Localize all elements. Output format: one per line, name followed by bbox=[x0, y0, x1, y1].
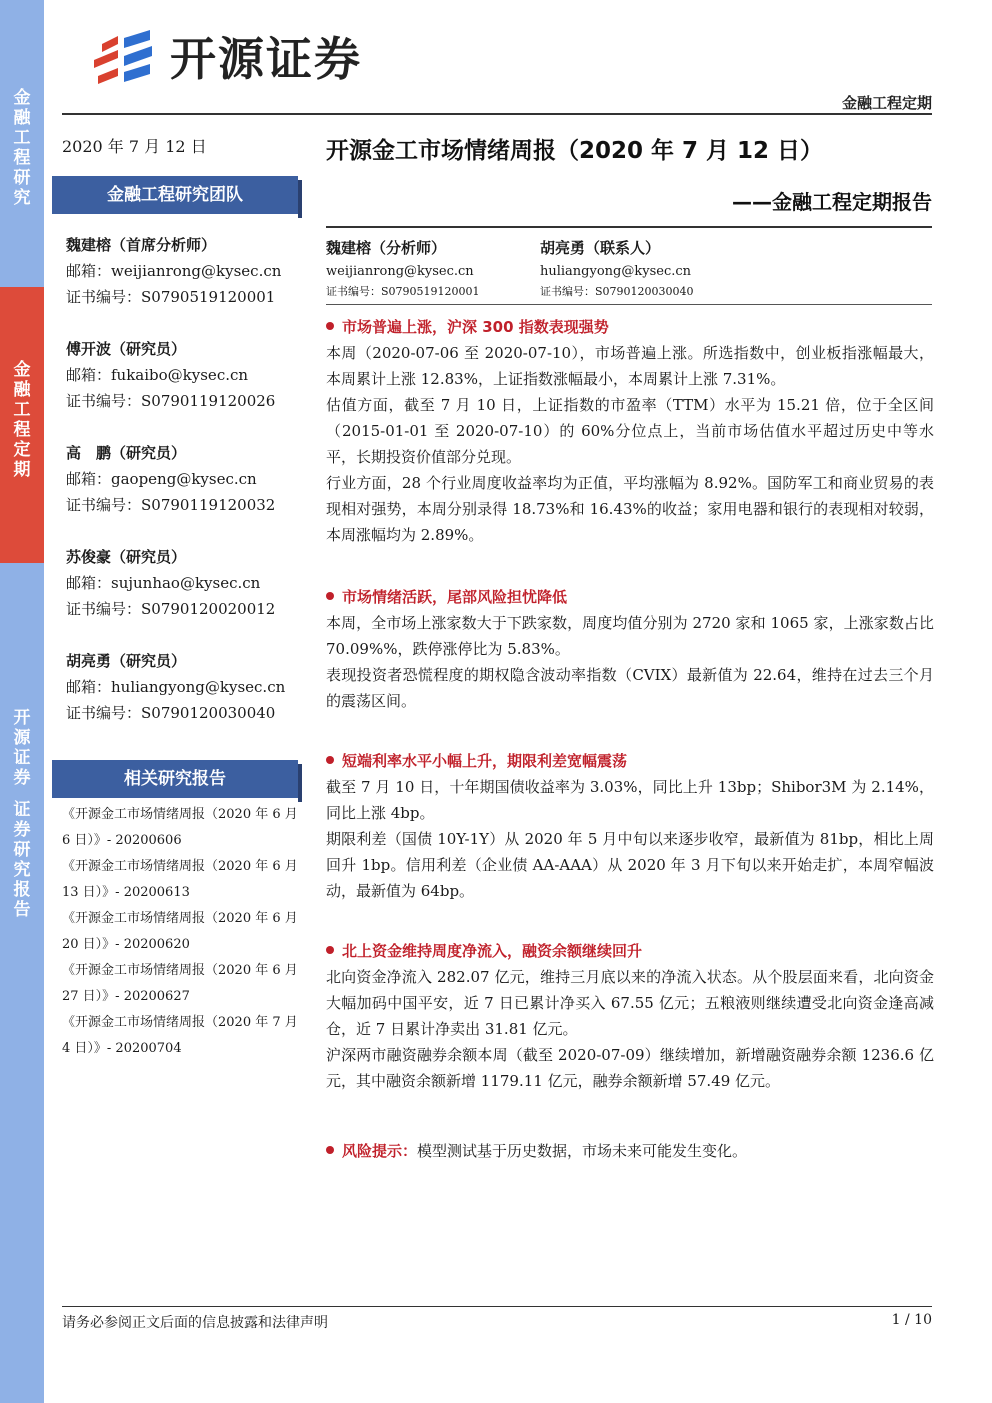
report-date: 2020 年 7 月 12 日 bbox=[62, 137, 207, 156]
analyst-name: 苏俊豪（研究员） bbox=[66, 548, 187, 566]
logo-text: 开源证券 bbox=[170, 32, 362, 86]
report-subtitle: ——金融工程定期报告 bbox=[732, 190, 932, 214]
related-report-link[interactable]: 20 日）》- 20200620 bbox=[62, 937, 190, 952]
header-divider bbox=[62, 113, 932, 115]
section-paragraph: 表现投资者恐慌程度的期权隐含波动率指数（CVIX）最新值为 22.64，维持在过去三个月的震荡区间。 bbox=[326, 666, 934, 710]
analyst-cert: 证书编号：S0790120020012 bbox=[66, 600, 276, 618]
section-heading: 市场普遍上涨，沪深 300 指数表现强势 bbox=[326, 314, 934, 340]
section-paragraph: 截至 7 月 10 日，十年期国债收益率为 3.03%，同比上升 13bp；Shibor3M 为 2.14%，同比上涨 4bp。 bbox=[326, 778, 934, 822]
bullet-icon bbox=[326, 1146, 334, 1154]
section-paragraph: 本周（2020-07-06 至 2020-07-10），市场普遍上涨。所选指数中，创业板指涨幅最大，本周累计上涨 12.83%，上证指数涨幅最小，本周累计上涨 7.31%。 bbox=[326, 344, 934, 388]
analyst-name: 胡亮勇（研究员） bbox=[66, 652, 187, 670]
analyst-email: 邮箱：sujunhao@kysec.cn bbox=[66, 574, 261, 592]
author-name: 胡亮勇（联系人） bbox=[540, 239, 661, 257]
summary-section bbox=[326, 314, 934, 548]
risk-text: 模型测试基于历史数据，市场未来可能发生变化。 bbox=[417, 1142, 748, 1160]
header-category-tag: 金融工程定期 bbox=[841, 94, 932, 112]
author-divider bbox=[326, 304, 932, 305]
author-block bbox=[540, 236, 694, 300]
author-email: weijianrong@kysec.cn bbox=[326, 264, 474, 279]
summary-section bbox=[326, 938, 934, 1094]
related-report-link[interactable]: 《开源金工市场情绪周报（2020 年 6 月 bbox=[62, 963, 298, 978]
analyst-cert: 证书编号：S0790519120001 bbox=[66, 288, 276, 306]
section-heading: 短端利率水平小幅上升，期限利差宽幅震荡 bbox=[326, 748, 934, 774]
analyst-block bbox=[66, 648, 285, 726]
footer-divider bbox=[62, 1306, 932, 1307]
team-title-box: 金融工程研究团队 bbox=[52, 176, 298, 214]
analyst-block bbox=[66, 336, 275, 414]
analyst-name: 高 鹏（研究员） bbox=[66, 444, 187, 462]
bullet-icon bbox=[326, 756, 334, 764]
summary-section bbox=[326, 748, 934, 904]
analyst-cert: 证书编号：S0790120030040 bbox=[66, 704, 276, 722]
author-email: huliangyong@kysec.cn bbox=[540, 264, 692, 279]
related-reports-title-box: 相关研究报告 bbox=[52, 760, 298, 798]
analyst-name: 傅开波（研究员） bbox=[66, 340, 187, 358]
analyst-name: 魏建榕（首席分析师） bbox=[66, 236, 217, 254]
section-paragraph: 估值方面，截至 7 月 10 日，上证指数的市盈率（TTM）水平为 15.21 倍，位于全区间（2015-01-01 至 2020-07-10）的 60%分位点上，当前市场估值水平超过历史中等水平，长期投资价值部分兑现。 bbox=[326, 396, 934, 466]
author-cert: 证书编号：S0790519120001 bbox=[326, 285, 480, 298]
bullet-icon bbox=[326, 946, 334, 954]
section-paragraph: 期限利差（国债 10Y-1Y）从 2020 年 5 月中旬以来逐步收窄，最新值为 81bp，相比上周回升 1bp。信用利差（企业债 AA-AAA）从 2020 年 3 月下旬以来开始走扩，本周窄幅波动，最新值为 64bp。 bbox=[326, 830, 934, 900]
report-title: 开源金工市场情绪周报（2020 年 7 月 12 日） bbox=[326, 138, 824, 164]
analyst-block bbox=[66, 232, 281, 310]
strip-label-top: 金 融 工 程 研 究 bbox=[13, 88, 31, 208]
analyst-block bbox=[66, 544, 275, 622]
analyst-block bbox=[66, 440, 275, 518]
risk-heading: 风险提示：模型测试基于历史数据，市场未来可能发生变化。 bbox=[326, 1138, 934, 1164]
analyst-cert: 证书编号：S0790119120032 bbox=[66, 496, 276, 514]
title-divider bbox=[326, 226, 932, 228]
related-report-link[interactable]: 《开源金工市场情绪周报（2020 年 6 月 bbox=[62, 807, 298, 822]
related-report-link[interactable]: 《开源金工市场情绪周报（2020 年 6 月 bbox=[62, 911, 298, 926]
related-reports-list bbox=[62, 802, 316, 1062]
section-paragraph: 行业方面，28 个行业周度收益率均为正值，平均涨幅为 8.92%。国防军工和商业贸易的表现相对强势，本周分别录得 18.73%和 16.43%的收益；家用电器和银行的表现相对较弱，本周涨幅均为 2.89%。 bbox=[326, 474, 934, 544]
analyst-email: 邮箱：huliangyong@kysec.cn bbox=[66, 678, 286, 696]
section-paragraph: 沪深两市融资融券余额本周（截至 2020-07-09）继续增加，新增融资融券余额 1236.6 亿元，其中融资余额新增 1179.11 亿元，融券余额新增 57.49 亿元。 bbox=[326, 1046, 934, 1090]
side-strip bbox=[0, 0, 44, 1403]
analyst-email: 邮箱：gaopeng@kysec.cn bbox=[66, 470, 257, 488]
page-number: 1 / 10 bbox=[891, 1312, 932, 1328]
bullet-icon bbox=[326, 592, 334, 600]
analyst-cert: 证书编号：S0790119120026 bbox=[66, 392, 276, 410]
related-report-link[interactable]: 13 日）》- 20200613 bbox=[62, 885, 190, 900]
strip-label-bottom: 开 源 证 券 证 券 研 究 报 告 bbox=[13, 708, 31, 920]
related-report-link[interactable]: 6 日）》- 20200606 bbox=[62, 833, 182, 848]
related-report-link[interactable]: 《开源金工市场情绪周报（2020 年 6 月 bbox=[62, 859, 298, 874]
author-block bbox=[326, 236, 480, 300]
section-paragraph: 北向资金净流入 282.07 亿元，维持三月底以来的净流入状态。从个股层面来看，北向资金大幅加码中国平安，近 7 日已累计净买入 67.55 亿元；五粮液则继续遭受北向资金逢高减仓，近 7 日累计净卖出 31.81 亿元。 bbox=[326, 968, 934, 1038]
bullet-icon bbox=[326, 322, 334, 330]
section-paragraph: 本周，全市场上涨家数大于下跌家数，周度均值分别为 2720 家和 1065 家，上涨家数占比 70.09%%，跌停涨停比为 5.83%。 bbox=[326, 614, 934, 658]
summary-section bbox=[326, 584, 934, 714]
section-heading: 市场情绪活跃，尾部风险担忧降低 bbox=[326, 584, 934, 610]
footer-disclaimer: 请务必参阅正文后面的信息披露和法律声明 bbox=[62, 1315, 328, 1331]
section-heading: 北上资金维持周度净流入，融资余额继续回升 bbox=[326, 938, 934, 964]
related-report-link[interactable]: 《开源金工市场情绪周报（2020 年 7 月 bbox=[62, 1015, 298, 1030]
related-report-link[interactable]: 4 日）》- 20200704 bbox=[62, 1041, 182, 1056]
related-report-link[interactable]: 27 日）》- 20200627 bbox=[62, 989, 190, 1004]
risk-section bbox=[326, 1138, 934, 1164]
analyst-email: 邮箱：fukaibo@kysec.cn bbox=[66, 366, 249, 384]
author-cert: 证书编号：S0790120030040 bbox=[540, 285, 694, 298]
analyst-email: 邮箱：weijianrong@kysec.cn bbox=[66, 262, 282, 280]
author-name: 魏建榕（分析师） bbox=[326, 239, 447, 257]
strip-label-middle: 金 融 工 程 定 期 bbox=[13, 360, 31, 480]
